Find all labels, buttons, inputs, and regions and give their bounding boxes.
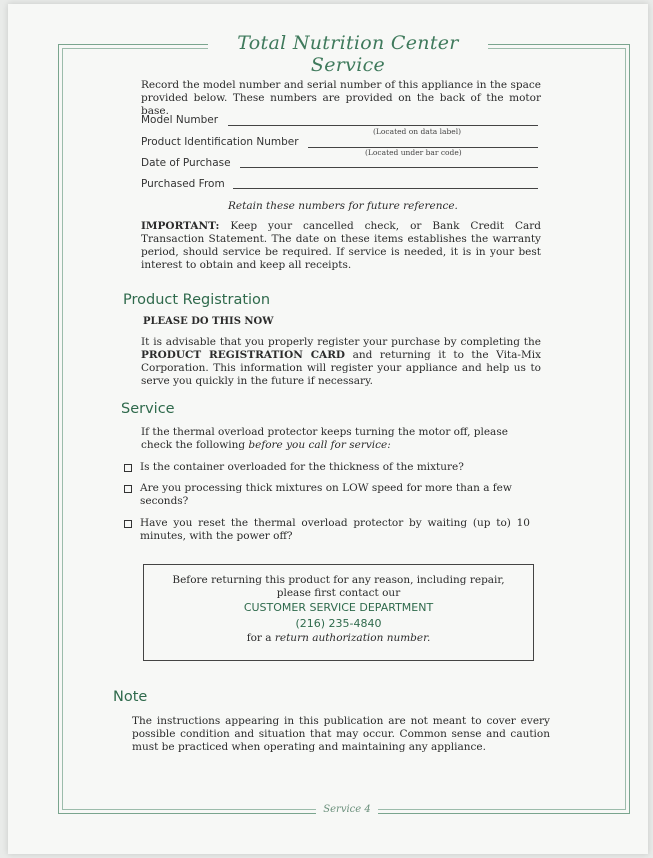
checkbox-icon[interactable] [124,520,132,528]
contact-box [143,564,534,661]
service-intro: If the thermal overload protector keeps turning the motor off, please check the following before you call for service: [141,426,508,451]
product-id-label: Product Identification Number [141,136,299,148]
checkbox-icon[interactable] [124,485,132,493]
record-intro: Record the model number and serial number of this appliance in the space provided below. These numbers are provided on the back of the motor base. [141,79,541,117]
service-check-item: Is the container overloaded for the thickness of the mixture? [140,461,464,473]
note-paragraph: The instructions appearing in this publication are not meant to cover every possible condition and situation that may occur. Common sense and caution must be practiced when operating and maintaining any appliance. [132,715,550,753]
checkbox-icon[interactable] [124,464,132,472]
customer-service-department: CUSTOMER SERVICE DEPARTMENT [243,601,434,614]
page-title: Total Nutrition Center Service [237,32,459,76]
purchased-from-field[interactable] [233,188,538,189]
note-heading: Note [113,689,148,705]
important-text: Keep your cancelled check, or Bank Credit Card Transaction Statement. The date on these items establishes the warranty period, should service be required. If service is needed, it is in your best interest to obtain and keep all receipts. [141,220,541,271]
contact-line-3: for a return authorization number. [246,632,431,644]
product-registration-heading: Product Registration [123,292,271,308]
registration-paragraph: It is advisable that you properly register your purchase by completing the PRODUCT REGISTRATION CARD and returning it to the Vita-Mix Corporation. This information will register your appliance and help us to serve you quickly in the future if necessary. [141,336,541,387]
important-paragraph [141,220,541,272]
date-of-purchase-label: Date of Purchase [141,157,231,169]
retain-note: Retain these numbers for future reference. [228,200,458,212]
service-check-item: Have you reset the thermal overload protector by waiting (up to) 10 minutes, with the power off? [140,517,530,542]
phone-number[interactable]: (216) 235-4840 [295,617,382,630]
contact-line-1: Before returning this product for any reason, including repair, [172,574,505,586]
manual-page [8,4,648,854]
product-id-hint: (Located on data label) [373,127,462,136]
service-check-item: Are you processing thick mixtures on LOW speed for more than a few seconds? [140,482,512,507]
model-number-field[interactable] [228,125,538,126]
purchased-from-label: Purchased From [141,178,225,190]
model-number-label: Model Number [141,114,219,126]
date-hint: (Located under bar code) [365,148,462,157]
please-do-this-now: PLEASE DO THIS NOW [143,316,274,327]
important-label: IMPORTANT: [141,220,220,232]
page-footer: Service 4 [323,804,371,815]
date-of-purchase-field[interactable] [240,167,538,168]
contact-line-2: please first contact our [276,587,401,599]
registration-card-label: PRODUCT REGISTRATION CARD [141,349,346,361]
service-heading: Service [121,401,175,417]
